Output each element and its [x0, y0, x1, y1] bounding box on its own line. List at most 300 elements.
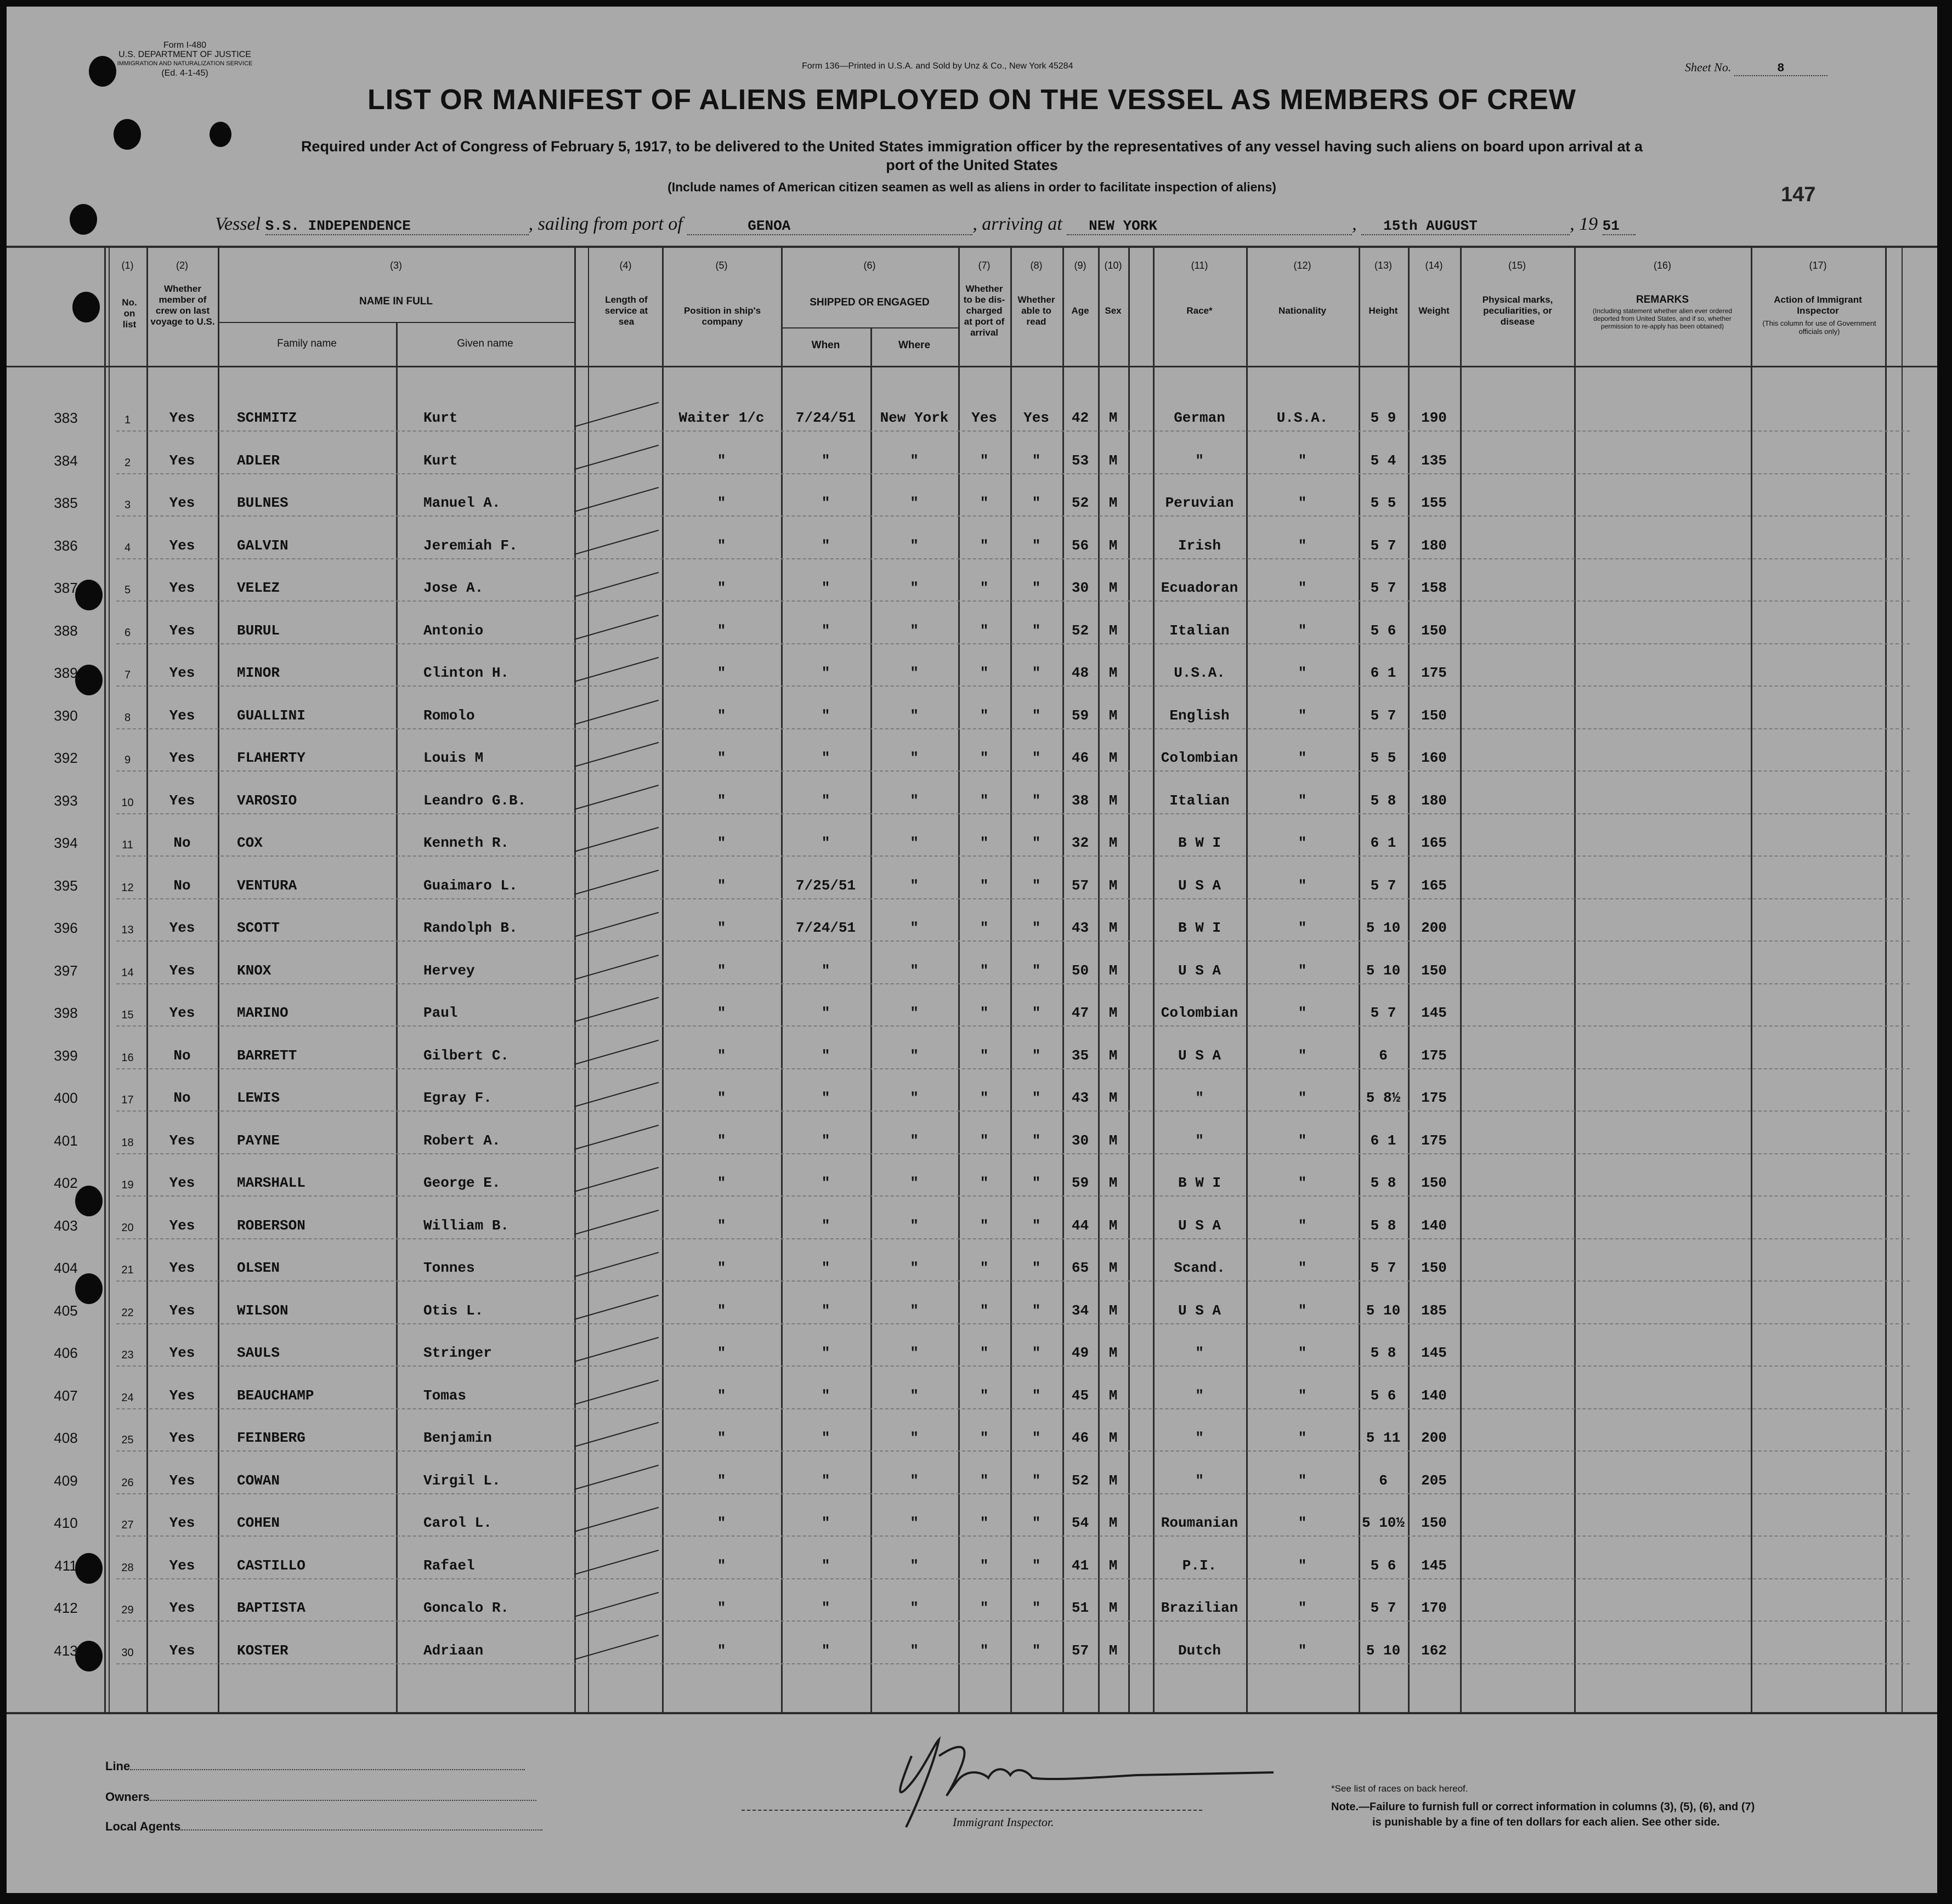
cell-where: "	[910, 962, 919, 979]
service-slash-mark	[574, 742, 659, 767]
cell-family: SCOTT	[237, 920, 280, 936]
row-rule	[116, 643, 1910, 644]
cell-read: "	[1032, 707, 1041, 724]
col-header-no-on-list: No. on list	[122, 297, 137, 330]
cell-height: 5 7	[1370, 537, 1396, 554]
cell-when: "	[821, 452, 830, 469]
cell-age: 52	[1071, 495, 1089, 511]
cell-no: 8	[124, 711, 131, 724]
row-rule	[116, 855, 1910, 857]
cell-given: Romolo	[423, 707, 475, 724]
cell-given: Louis M	[423, 750, 484, 766]
subtitle-line-2: port of the United States	[886, 157, 1058, 173]
cell-family: COWAN	[237, 1472, 280, 1489]
cell-when: "	[821, 962, 830, 979]
cell-given: Paul	[423, 1005, 458, 1021]
cell-read: "	[1032, 1600, 1041, 1616]
service-slash-mark	[574, 444, 659, 469]
cell-age: 52	[1071, 622, 1089, 639]
cell-height: 5 10½	[1361, 1515, 1405, 1531]
cell-where: "	[910, 495, 919, 511]
cell-weight: 175	[1421, 1047, 1447, 1064]
cell-family: BAPTISTA	[237, 1600, 305, 1616]
cell-last: Yes	[169, 1515, 195, 1531]
form-number: Form I-480	[163, 41, 207, 50]
cell-read: "	[1032, 1642, 1041, 1659]
cell-no: 23	[121, 1349, 134, 1361]
cell-sex: M	[1108, 1642, 1118, 1659]
cell-nat: U.S.A.	[1276, 410, 1328, 426]
table-bottom-border	[7, 1712, 1937, 1714]
service-slash-mark	[574, 1167, 659, 1192]
cell-sex: M	[1108, 665, 1118, 681]
cell-given: George E.	[423, 1175, 501, 1191]
cell-given: Otis L.	[423, 1302, 484, 1319]
cell-age: 59	[1071, 1175, 1089, 1191]
cell-height: 5 8½	[1366, 1090, 1401, 1106]
cell-read: "	[1032, 580, 1041, 596]
cell-family: VENTURA	[237, 877, 297, 894]
cell-last: Yes	[169, 707, 195, 724]
cell-nat: "	[1298, 1642, 1307, 1659]
cell-last: Yes	[169, 1642, 195, 1659]
cell-when: "	[821, 1557, 830, 1574]
cell-read: "	[1032, 1430, 1041, 1446]
cell-where: "	[910, 537, 919, 554]
cell-disch: "	[980, 1472, 989, 1489]
cell-given: William B.	[423, 1217, 510, 1234]
cell-where: "	[910, 1557, 919, 1574]
row-rule	[116, 898, 1910, 899]
form-id-block	[116, 41, 253, 78]
cell-read: "	[1032, 792, 1041, 809]
service-slash-mark	[574, 1464, 659, 1489]
cell-where: "	[910, 1175, 919, 1191]
from-label: sailing from port of	[537, 214, 683, 234]
cell-age: 32	[1071, 835, 1089, 851]
cell-age: 57	[1071, 877, 1089, 894]
service-slash-mark	[574, 1422, 659, 1447]
cell-last: Yes	[169, 920, 195, 936]
col-number: (13)	[1374, 260, 1392, 271]
cell-when: "	[821, 580, 830, 596]
cell-no: 25	[121, 1434, 134, 1446]
cell-where: "	[910, 877, 919, 894]
cell-read: "	[1032, 452, 1041, 469]
cell-last: Yes	[169, 1600, 195, 1616]
cell-margin: 404	[54, 1260, 78, 1276]
cell-read: "	[1032, 1345, 1041, 1361]
service-slash-mark	[574, 997, 659, 1022]
arrival-date: 15th AUGUST	[1361, 218, 1570, 235]
cell-weight: 150	[1421, 962, 1447, 979]
col-number: (6)	[863, 260, 876, 271]
inspector-label: Immigrant Inspector.	[953, 1815, 1054, 1829]
cell-age: 53	[1071, 452, 1089, 469]
cell-last: Yes	[169, 962, 195, 979]
cell-no: 26	[121, 1476, 134, 1489]
cell-position: "	[717, 1387, 726, 1404]
cell-race: Peruvian	[1165, 495, 1234, 511]
col-header-inspector-note: (This column for use of Government officials only)	[1762, 319, 1876, 336]
service-slash-mark	[574, 1337, 659, 1362]
row-rule	[116, 1238, 1910, 1239]
cell-nat: "	[1298, 1260, 1307, 1276]
cell-sex: M	[1108, 792, 1118, 809]
cell-where: "	[910, 1515, 919, 1531]
page-title: LIST OR MANIFEST OF ALIENS EMPLOYED ON THE VESSEL AS MEMBERS OF CREW	[367, 84, 1576, 116]
cell-margin: 387	[54, 580, 78, 596]
row-rule	[116, 600, 1910, 602]
printer-line: Form 136—Printed in U.S.A. and Sold by Unz & Co., New York 45284	[802, 61, 1073, 71]
cell-margin: 400	[54, 1090, 78, 1106]
cell-disch: "	[980, 1132, 989, 1149]
cell-height: 5 10	[1366, 1642, 1401, 1659]
cell-family: BULNES	[237, 495, 288, 511]
cell-nat: "	[1298, 1175, 1307, 1191]
service-slash-mark	[574, 487, 659, 512]
cell-last: Yes	[169, 665, 195, 681]
cell-position: "	[717, 1175, 726, 1191]
cell-position: "	[717, 1217, 726, 1234]
cell-age: 57	[1071, 1642, 1089, 1659]
cell-when: "	[821, 1600, 830, 1616]
service-slash-mark	[574, 827, 659, 852]
col-number: (1)	[121, 260, 134, 271]
cell-race: Roumanian	[1161, 1515, 1238, 1531]
cell-race: Scand.	[1174, 1260, 1225, 1276]
cell-read: "	[1032, 1472, 1041, 1489]
line-label: Line	[105, 1759, 131, 1773]
cell-last: Yes	[169, 1175, 195, 1191]
cell-last: Yes	[169, 452, 195, 469]
cell-weight: 150	[1421, 707, 1447, 724]
cell-disch: "	[980, 1515, 989, 1531]
cell-where: "	[910, 1260, 919, 1276]
cell-nat: "	[1298, 1132, 1307, 1149]
cell-where: "	[910, 1642, 919, 1659]
cell-sex: M	[1108, 1472, 1118, 1489]
cell-position: "	[717, 1600, 726, 1616]
cell-no: 21	[121, 1264, 134, 1276]
row-rule	[116, 1535, 1910, 1537]
cell-given: Benjamin	[423, 1430, 492, 1446]
cell-weight: 145	[1421, 1345, 1447, 1361]
cell-margin: 406	[54, 1345, 78, 1361]
header-bottom-border	[7, 366, 1937, 367]
cell-family: FLAHERTY	[237, 750, 305, 766]
service-slash-mark	[574, 1507, 659, 1532]
cell-margin: 383	[54, 410, 78, 426]
cell-no: 11	[122, 839, 133, 851]
cell-height: 5 6	[1370, 622, 1396, 639]
col-header-sex: Sex	[1105, 305, 1122, 316]
cell-disch: "	[980, 622, 989, 639]
cell-no: 7	[124, 669, 131, 681]
cell-family: KOSTER	[237, 1642, 288, 1659]
cell-last: Yes	[169, 537, 195, 554]
col-header-given-name: Given name	[457, 338, 513, 349]
cell-when: "	[821, 537, 830, 554]
cell-family: SCHMITZ	[237, 410, 297, 426]
cell-where: "	[910, 1302, 919, 1319]
cell-weight: 200	[1421, 920, 1447, 936]
cell-last: Yes	[169, 1217, 195, 1234]
cell-position: "	[717, 920, 726, 936]
cell-nat: "	[1298, 1557, 1307, 1574]
cell-margin: 398	[54, 1005, 78, 1021]
service-slash-mark	[574, 784, 659, 809]
cell-age: 65	[1071, 1260, 1089, 1276]
col-header-weight: Weight	[1418, 305, 1450, 316]
cell-family: PAYNE	[237, 1132, 280, 1149]
subtitle-line-1: Required under Act of Congress of February 5, 1917, to be delivered to the United States immigration officer by the representatives of any vessel having such aliens on board upon arrival at a	[301, 138, 1643, 155]
cell-disch: "	[980, 452, 989, 469]
cell-given: Kurt	[423, 410, 458, 426]
cell-when: "	[821, 707, 830, 724]
cell-read: "	[1032, 665, 1041, 681]
cell-no: 12	[121, 881, 134, 894]
cell-margin: 384	[54, 452, 78, 469]
cell-family: GALVIN	[237, 537, 288, 554]
cell-when: 7/25/51	[795, 877, 856, 894]
cell-no: 1	[124, 414, 131, 426]
punch-hole	[89, 56, 116, 87]
cell-age: 38	[1071, 792, 1089, 809]
cell-no: 22	[121, 1306, 134, 1319]
col-header-last-voyage: Whether member of crew on last voyage to U.S.	[150, 284, 215, 327]
cell-when: "	[821, 665, 830, 681]
cell-given: Guaimaro L.	[423, 877, 518, 894]
cell-disch: "	[980, 1047, 989, 1064]
cell-where: "	[910, 665, 919, 681]
cell-margin: 399	[54, 1047, 78, 1064]
cell-margin: 390	[54, 707, 78, 724]
cell-margin: 409	[54, 1472, 78, 1489]
cell-height: 5 7	[1370, 580, 1396, 596]
cell-nat: "	[1298, 665, 1307, 681]
sheet-label: Sheet No.	[1685, 60, 1732, 74]
cell-disch: "	[980, 792, 989, 809]
cell-weight: 165	[1421, 835, 1447, 851]
cell-sex: M	[1108, 962, 1118, 979]
cell-disch: "	[980, 1090, 989, 1106]
cell-sex: M	[1108, 622, 1118, 639]
row-rule	[116, 940, 1910, 942]
cell-nat: "	[1298, 1302, 1307, 1319]
cell-no: 24	[121, 1391, 134, 1404]
cell-given: Stringer	[423, 1345, 492, 1361]
cell-weight: 150	[1421, 1260, 1447, 1276]
col-divider	[396, 322, 398, 1713]
cell-sex: M	[1108, 1132, 1118, 1149]
col-header-shipped-engaged: SHIPPED OR ENGAGED	[810, 297, 930, 308]
cell-race: Italian	[1169, 792, 1230, 809]
cell-nat: "	[1298, 580, 1307, 596]
cell-nat: "	[1298, 1600, 1307, 1616]
cell-disch: Yes	[971, 410, 997, 426]
cell-margin: 407	[54, 1387, 78, 1404]
row-rule	[116, 1068, 1910, 1069]
cell-sex: M	[1108, 1515, 1118, 1531]
cell-sex: M	[1108, 877, 1118, 894]
cell-given: Kurt	[423, 452, 458, 469]
cell-age: 43	[1071, 920, 1089, 936]
cell-height: 5 10	[1366, 1302, 1401, 1319]
cell-when: "	[821, 1047, 830, 1064]
cell-last: Yes	[169, 792, 195, 809]
cell-family: MINOR	[237, 665, 280, 681]
cell-position: "	[717, 537, 726, 554]
col-number: (7)	[978, 260, 991, 271]
service: IMMIGRATION AND NATURALIZATION SERVICE	[117, 60, 253, 67]
department: U.S. DEPARTMENT OF JUSTICE	[118, 50, 251, 59]
cell-given: Goncalo R.	[423, 1600, 510, 1616]
cell-disch: "	[980, 1005, 989, 1021]
cell-height: 6 1	[1370, 835, 1396, 851]
cell-where: "	[910, 920, 919, 936]
cell-margin: 411	[54, 1557, 77, 1574]
cell-height: 5 7	[1370, 1260, 1396, 1276]
cell-family: VAROSIO	[237, 792, 297, 809]
col-header-remarks: REMARKS	[1636, 294, 1689, 305]
year-prefix: 19	[1579, 214, 1598, 234]
cell-read: "	[1032, 1557, 1041, 1574]
cell-no: 10	[121, 796, 134, 809]
cell-no: 14	[121, 966, 134, 979]
cell-read: "	[1032, 1217, 1041, 1234]
cell-last: Yes	[169, 1302, 195, 1319]
cell-position: "	[717, 1302, 726, 1319]
cell-height: 5 4	[1370, 452, 1396, 469]
cell-disch: "	[980, 835, 989, 851]
cell-weight: 135	[1421, 452, 1447, 469]
row-rule	[116, 1153, 1910, 1154]
cell-last: Yes	[169, 1260, 195, 1276]
cell-position: "	[717, 1090, 726, 1106]
sheet-no: 8	[1734, 61, 1827, 76]
cell-height: 5 7	[1370, 707, 1396, 724]
col-number: (11)	[1191, 260, 1208, 271]
cell-age: 35	[1071, 1047, 1089, 1064]
cell-disch: "	[980, 1260, 989, 1276]
cell-read: "	[1032, 1175, 1041, 1191]
cell-family: ADLER	[237, 452, 280, 469]
service-slash-mark	[574, 572, 659, 597]
cell-last: Yes	[169, 1557, 195, 1574]
cell-disch: "	[980, 707, 989, 724]
cell-position: "	[717, 877, 726, 894]
cell-disch: "	[980, 580, 989, 596]
cell-read: "	[1032, 1515, 1041, 1531]
col-header-nationality: Nationality	[1278, 305, 1326, 316]
row-rule	[116, 1365, 1910, 1367]
cell-height: 6	[1379, 1047, 1388, 1064]
cell-position: "	[717, 580, 726, 596]
service-slash-mark	[574, 402, 659, 427]
col-header-age: Age	[1071, 305, 1089, 316]
cell-read: "	[1032, 537, 1041, 554]
cell-weight: 175	[1421, 1132, 1447, 1149]
col-number: (12)	[1293, 260, 1311, 271]
cell-disch: "	[980, 877, 989, 894]
col-header-family-name: Family name	[277, 338, 337, 349]
service-slash-mark	[574, 1252, 659, 1277]
cell-height: 5 5	[1370, 495, 1396, 511]
cell-sex: M	[1108, 1090, 1118, 1106]
cell-sex: M	[1108, 1047, 1118, 1064]
cell-where: "	[910, 1430, 919, 1446]
cell-last: Yes	[169, 410, 195, 426]
cell-given: Virgil L.	[423, 1472, 501, 1489]
cell-disch: "	[980, 920, 989, 936]
cell-age: 44	[1071, 1217, 1089, 1234]
cell-sex: M	[1108, 835, 1118, 851]
cell-sex: M	[1108, 1302, 1118, 1319]
cell-height: 6 1	[1370, 665, 1396, 681]
cell-margin: 392	[54, 750, 78, 766]
cell-sex: M	[1108, 1600, 1118, 1616]
row-rule	[116, 1025, 1910, 1027]
cell-last: Yes	[169, 1132, 195, 1149]
punch-hole	[75, 1273, 103, 1304]
cell-no: 29	[121, 1604, 134, 1616]
row-rule	[116, 1450, 1910, 1452]
col-header-position: Position in ship's company	[683, 305, 761, 327]
cell-position: "	[717, 452, 726, 469]
cell-nat: "	[1298, 622, 1307, 639]
cell-family: BURUL	[237, 622, 280, 639]
cell-race: "	[1195, 1472, 1204, 1489]
cell-when: "	[821, 1515, 830, 1531]
cell-when: "	[821, 1217, 830, 1234]
vessel-label: Vessel	[215, 214, 261, 234]
cell-where: "	[910, 1005, 919, 1021]
cell-sex: M	[1108, 495, 1118, 511]
col-header-able-to-read: Whether able to read	[1017, 294, 1055, 327]
cell-given: Robert A.	[423, 1132, 501, 1149]
cell-weight: 185	[1421, 1302, 1447, 1319]
cell-race: U S A	[1178, 962, 1221, 979]
cell-height: 5 11	[1366, 1430, 1401, 1446]
cell-given: Carol L.	[423, 1515, 492, 1531]
cell-height: 5 7	[1370, 877, 1396, 894]
col-number: (3)	[390, 260, 402, 271]
cell-no: 28	[121, 1561, 134, 1574]
cell-margin: 397	[54, 962, 78, 979]
col-number: (16)	[1653, 260, 1671, 271]
cell-height: 5 9	[1370, 410, 1396, 426]
cell-weight: 150	[1421, 1175, 1447, 1191]
cell-margin: 405	[54, 1302, 78, 1319]
cell-when: "	[821, 495, 830, 511]
cell-last: Yes	[169, 1472, 195, 1489]
cell-given: Rafael	[423, 1557, 475, 1574]
cell-race: Colombian	[1161, 1005, 1238, 1021]
row-rule	[116, 1110, 1910, 1112]
cell-race: Colombian	[1161, 750, 1238, 766]
cell-where: "	[910, 1047, 919, 1064]
cell-height: 6 1	[1370, 1132, 1396, 1149]
cell-last: Yes	[169, 750, 195, 766]
cell-height: 5 8	[1370, 1345, 1396, 1361]
inspector-line	[742, 1810, 1202, 1811]
cell-read: "	[1032, 1005, 1041, 1021]
cell-no: 5	[124, 584, 131, 596]
col-header-height: Height	[1368, 305, 1398, 316]
col-divider	[104, 246, 106, 1713]
cell-margin: 402	[54, 1175, 78, 1191]
